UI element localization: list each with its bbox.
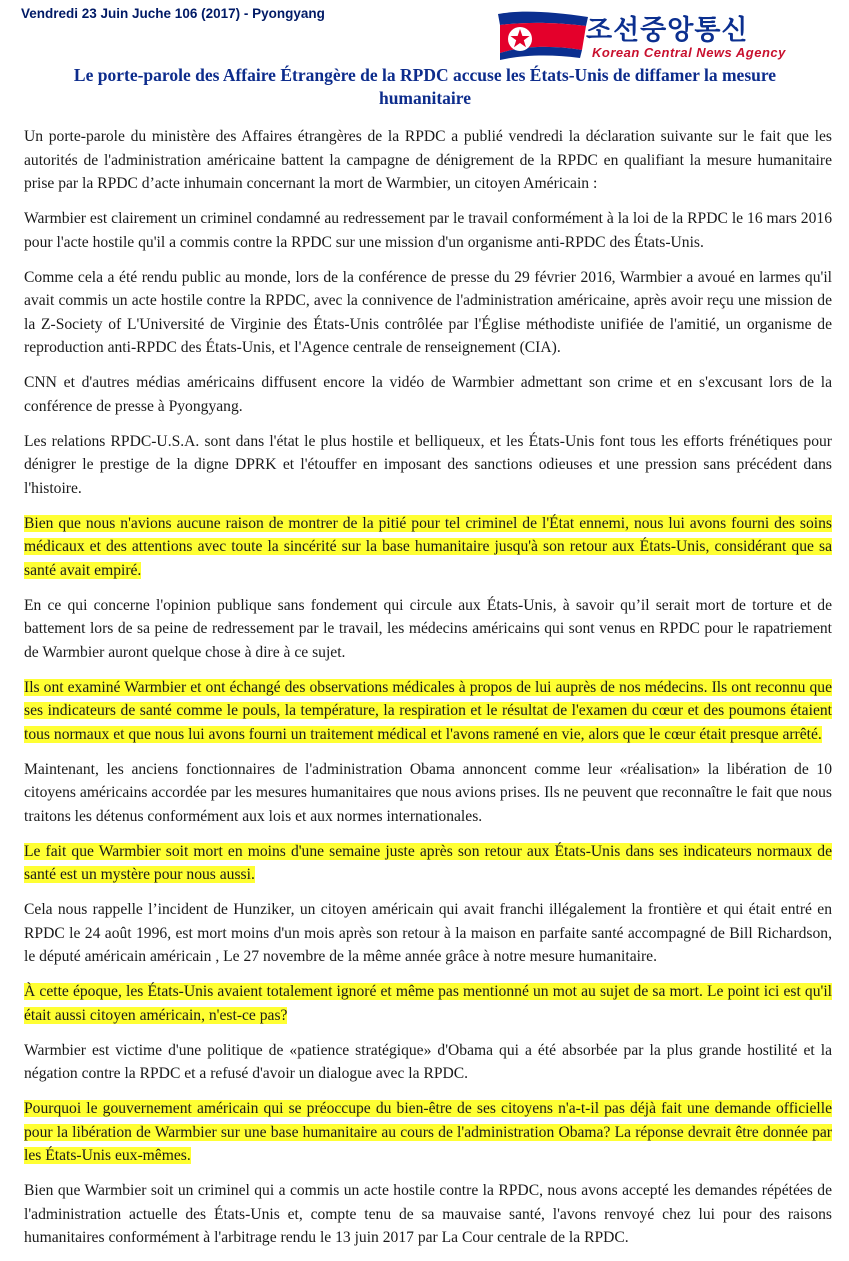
paragraph-text: Bien que Warmbier soit un criminel qui a commis un acte hostile contre la RPDC, nous avons accepté les demandes répétées de l'administration actuelle des États-Unis et, compte tenu de sa mauvaise santé, l'avons renvoyé chez lui pour des raisons humanitaires conformément à l'arbitrage rendu le 13 juin 2017 par La Cour centrale de la RPDC. [24, 1182, 832, 1246]
paragraph-11 [24, 898, 832, 969]
logo-hangul: 조선중앙통신 [586, 15, 749, 46]
paragraph-text: Comme cela a été rendu public au monde, lors de la conférence de presse du 29 février 2016, Warmbier a avoué en larmes qu'il avait commis un acte hostile contre la RPDC, avec la connivence de l'administration américaine, après avoir reçu une mission de la Z-Society of L'Université de Virginie des États-Unis contrôlée par l'Église méthodiste unifiée de l'amitié, un organisme de reproduction anti-RPDC des États-Unis, et l'Agence centrale de renseignement (CIA). [24, 268, 832, 356]
paragraph-text: CNN et d'autres médias américains diffusent encore la vidéo de Warmbier admettant son crime et en s'excusant lors de la conférence de presse à Pyongyang. [24, 374, 832, 415]
paragraph-6-highlighted [24, 512, 832, 583]
paragraph-3 [24, 266, 832, 360]
paragraph-text: Le fait que Warmbier soit mort en moins d'une semaine juste après son retour aux États-Unis dans ses indicateurs normaux de santé est un mystère pour nous aussi. [24, 842, 832, 883]
paragraph-text: Ils ont examiné Warmbier et ont échangé des observations médicales à propos de lui auprès de nos médecins. Ils ont reconnu que ses indicateurs de santé comme le pouls, la température, la respiration et le résultat de l'examen du cœur et des poumons étaient tous normaux et que nous lui avons fourni un traitement médical et l'avons ramené en vie, alors que le cœur était presque arrêté. [24, 678, 832, 743]
article-title: Le porte-parole des Affaire Étrangère de la RPDC accuse les États-Unis de diffamer la mesure humanitaire [73, 65, 777, 108]
kcna-logo [494, 8, 832, 62]
article-body [24, 125, 832, 1261]
paragraph-8-highlighted [24, 676, 832, 747]
paragraph-5 [24, 430, 832, 501]
paragraph-9 [24, 758, 832, 829]
logo-english: Korean Central News Agency [592, 45, 786, 60]
paragraph-text: En ce qui concerne l'opinion publique sans fondement qui circule aux États-Unis, à savoir qu’il serait mort de torture et de battement lors de sa peine de redressement par le travail, les médecins américains qui sont venus en RPDC pour le rapatriement de Warmbier auront quelque chose à dire à ce sujet. [24, 596, 832, 661]
paragraph-7 [24, 594, 832, 665]
paragraph-text: Bien que nous n'avions aucune raison de montrer de la pitié pour tel criminel de l'État ennemi, nous lui avons fourni des soins médicaux et des attentions avec toute la sincérité sur la base humanitaire jusqu'à son retour aux États-Unis, considérant que sa santé avait empiré. [24, 514, 832, 579]
paragraph-15 [24, 1179, 832, 1250]
paragraph-text: Cela nous rappelle l’incident de Hunziker, un citoyen américain qui avait franchi illégalement la frontière et qui était entré en RPDC le 24 août 1996, est mort moins d'un mois après son retour à la maison en parfaite santé accompagné de Bill Richardson, le député américain américain , Le 27 novembre de la même année grâce à notre mesure humanitaire. [24, 901, 832, 965]
paragraph-14-highlighted [24, 1097, 832, 1168]
dateline: Vendredi 23 Juin Juche 106 (2017) - Pyongyang [21, 6, 325, 21]
kcna-emblem-icon [494, 8, 590, 62]
paragraph-2 [24, 207, 832, 254]
paragraph-text: Un porte-parole du ministère des Affaires étrangères de la RPDC a publié vendredi la déclaration suivante sur le fait que les autorités de l'administration américaine battent la campagne de dénigrement de la RPDC en qualifiant la mesure humanitaire prise par la RPDC d’acte inhumain concernant la mort de Warmbier, un citoyen Américain : [24, 128, 832, 192]
paragraph-text: Pourquoi le gouvernement américain qui se préoccupe du bien-être de ses citoyens n'a-t-il pas déjà fait une demande officielle pour la libération de Warmbier sur une base humanitaire au cours de l'administration Obama? La réponse devrait être donnée par les États-Unis eux-mêmes. [24, 1100, 832, 1164]
paragraph-text: À cette époque, les États-Unis avaient totalement ignoré et même pas mentionné un mot au sujet de sa mort. Le point ici est qu'il était aussi citoyen américain, n'est-ce pas? [24, 983, 832, 1024]
paragraph-text: Les relations RPDC-U.S.A. sont dans l'état le plus hostile et belliqueux, et les États-Unis font tous les efforts frénétiques pour dénigrer le prestige de la digne DPRK et l'étouffer en imposant des sanctions odieuses et une pression sans précédent dans l'histoire. [24, 432, 832, 497]
paragraph-12-highlighted [24, 980, 832, 1027]
paragraph-text: Warmbier est victime d'une politique de «patience stratégique» d'Obama qui a été absorbée par la plus grande hostilité et la négation contre la RPDC et a refusé d'avoir un dialogue avec la RPDC. [24, 1041, 832, 1082]
paragraph-text: Warmbier est clairement un criminel condamné au redressement par le travail conformément à la loi de la RPDC le 16 mars 2016 pour l'acte hostile qu'il a commis contre la RPDC sur une mission d'un organisme anti-RPDC des États-Unis. [24, 210, 832, 251]
paragraph-text: Maintenant, les anciens fonctionnaires de l'administration Obama annoncent comme leur «réalisation» la libération de 10 citoyens américains accordée par les mesures humanitaires que nous avions prises. Ils ne peuvent que reconnaître le fait que nous traitons les détenus conformément aux lois et aux normes internationales. [24, 760, 832, 825]
paragraph-10-highlighted [24, 840, 832, 887]
paragraph-1 [24, 125, 832, 196]
paragraph-13 [24, 1039, 832, 1086]
paragraph-4 [24, 371, 832, 418]
